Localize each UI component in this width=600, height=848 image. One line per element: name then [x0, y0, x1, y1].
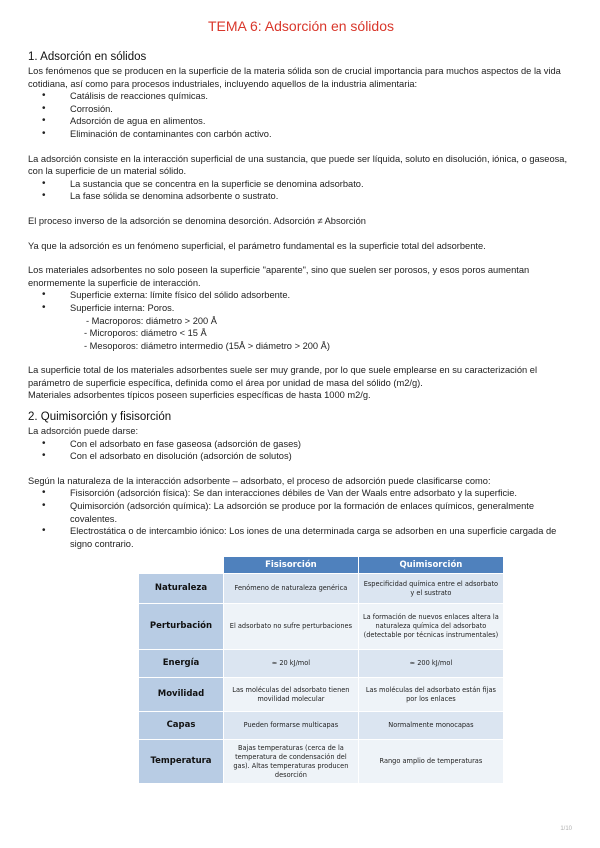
- list-item: • Quimisorción (adsorción química): La adsorción se produce por la formación de enlaces químicos, generalmente covalentes.: [70, 500, 574, 525]
- paragraph-definition: La adsorción consiste en la interacción superficial de una sustancia, que puede ser líquida, soluto en disolución, iónica, o gaseosa, con la superficie de un material sólido.: [28, 153, 568, 177]
- table-row: [139, 678, 504, 712]
- document-page: [28, 0, 574, 784]
- table-row: [139, 650, 504, 678]
- row-header: Movilidad: [139, 678, 224, 712]
- section-2-heading: 2. Quimisorción y fisisorción: [28, 411, 172, 424]
- paragraph-modes-intro: La adsorción puede darse:: [28, 426, 139, 437]
- table-corner: [139, 557, 224, 574]
- types-list: [28, 487, 574, 550]
- table-header-row: [139, 557, 504, 574]
- table-cell: ≈ 20 kJ/mol: [224, 650, 359, 678]
- list-item: • La sustancia que se concentra en la superficie se denomina adsorbato.: [70, 178, 574, 191]
- definition-list: [28, 178, 574, 203]
- list-item: • La fase sólida se denomina adsorbente o sustrato.: [70, 190, 574, 203]
- list-item: • Con el adsorbato en disolución (adsorción de solutos): [70, 450, 574, 463]
- table-cell: La formación de nuevos enlaces altera la naturaleza química del adsorbato (detectable por técnicas instrumentales): [358, 604, 503, 650]
- table-cell: Las moléculas del adsorbato están fijas por los enlaces: [358, 678, 503, 712]
- column-header: Quimisorción: [358, 557, 503, 574]
- table-row: [139, 574, 504, 604]
- row-header: Energía: [139, 650, 224, 678]
- table-cell: ≈ 200 kJ/mol: [358, 650, 503, 678]
- table-cell: Pueden formarse multicapas: [224, 712, 359, 740]
- pore-item: - Macroporos: diámetro > 200 Å: [86, 315, 217, 326]
- paragraph-typical: Materiales adsorbentes típicos poseen superficies específicas de hasta 1000 m2/g.: [28, 390, 371, 401]
- list-item: • Corrosión.: [70, 103, 574, 116]
- modes-list: [28, 438, 574, 463]
- row-header: Perturbación: [139, 604, 224, 650]
- surface-types-list: [28, 289, 574, 314]
- page-title: TEMA 6: Adsorción en sólidos: [208, 18, 394, 34]
- paragraph-surface: Ya que la adsorción es un fenómeno superficial, el parámetro fundamental es la superficie total del adsorbente.: [28, 240, 486, 251]
- list-item: • Eliminación de contaminantes con carbón activo.: [70, 128, 574, 141]
- paragraph-classification: Según la naturaleza de la interacción adsorbente – adsorbato, el proceso de adsorción puede clasificarse como:: [28, 475, 491, 486]
- table-row: [139, 604, 504, 650]
- table-cell: Fenómeno de naturaleza genérica: [224, 574, 359, 604]
- list-item: • Electrostática o de intercambio iónico: Los iones de una determinada carga se adsorben en una superficie cargada de signo contrario.: [70, 525, 574, 550]
- page-number: 1/10: [560, 826, 572, 833]
- paragraph-porous: Los materiales adsorbentes no solo poseen la superficie "aparente", sino que suelen ser porosos, y esos poros aumentan enormemente la superficie de interacción.: [28, 265, 530, 288]
- column-header: Fisisorción: [224, 557, 359, 574]
- examples-list: [28, 90, 574, 140]
- list-item: • Superficie interna: Poros.: [70, 302, 574, 315]
- table-row: [139, 712, 504, 740]
- table-cell: El adsorbato no sufre perturbaciones: [224, 604, 359, 650]
- list-item: • Fisisorción (adsorción física): Se dan interacciones débiles de Van der Waals entre adsorbato y la superficie.: [70, 487, 574, 500]
- row-header: Temperatura: [139, 740, 224, 784]
- list-item: • Catálisis de reacciones químicas.: [70, 90, 574, 103]
- pore-types: [28, 315, 574, 353]
- table-cell: Normalmente monocapas: [358, 712, 503, 740]
- paragraph-specific-area: La superficie total de los materiales adsorbentes suele ser muy grande, por lo que suele emplearse en su caracterización el parámetro de superficie específica, definida como el área por unidad de masa del sólido (m2/g).: [28, 365, 538, 388]
- row-header: Naturaleza: [139, 574, 224, 604]
- row-header: Capas: [139, 712, 224, 740]
- table-cell: Bajas temperaturas (cerca de la temperatura de condensación del gas). Altas temperaturas producen desorción: [224, 740, 359, 784]
- table-cell: Las moléculas del adsorbato tienen movilidad molecular: [224, 678, 359, 712]
- list-item: • Adsorción de agua en alimentos.: [70, 115, 574, 128]
- table-cell: Rango amplio de temperaturas: [358, 740, 503, 784]
- comparison-table: [138, 556, 504, 784]
- pore-item: - Mesoporos: diámetro intermedio (15Å > diámetro > 200 Å): [84, 340, 330, 351]
- section-1-heading: 1. Adsorción en sólidos: [28, 51, 147, 63]
- list-item: • Superficie externa: límite físico del sólido adsorbente.: [70, 289, 574, 302]
- pore-item: - Microporos: diámetro < 15 Å: [84, 328, 207, 339]
- paragraph-inverse: El proceso inverso de la adsorción se denomina desorción. Adsorción ≠ Absorción: [28, 215, 366, 226]
- table-cell: Especificidad química entre el adsorbato y el sustrato: [358, 574, 503, 604]
- paragraph-intro: Los fenómenos que se producen en la superficie de la materia sólida son de crucial importancia para muchos aspectos de la vida cotidiana, así como para procesos industriales, incluyendo aquellos de la industria alimentaria:: [28, 66, 561, 89]
- list-item: • Con el adsorbato en fase gaseosa (adsorción de gases): [70, 438, 574, 451]
- table-row: [139, 740, 504, 784]
